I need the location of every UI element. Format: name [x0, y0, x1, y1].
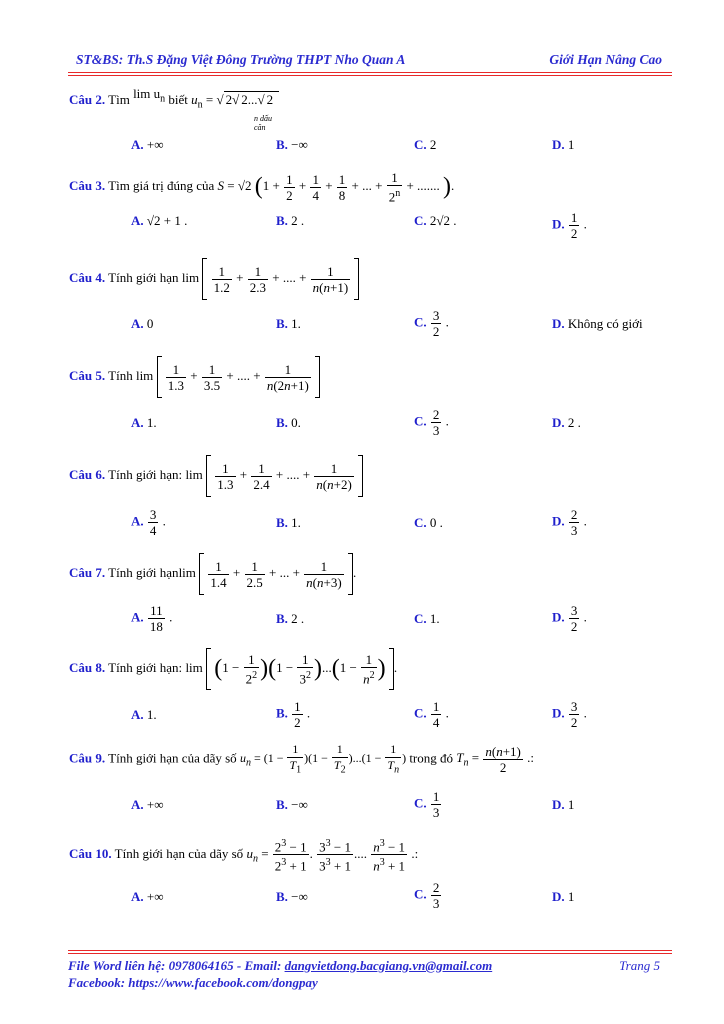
answer-d[interactable]: D. 1 [552, 797, 575, 812]
answer-a[interactable]: A. $\frac{11}{18}$ . [131, 603, 173, 634]
question-10: Câu 10. Tính giới hạn của dãy số $u_n$ = $\frac{2^3 - 1}{2^3 + 1}$ . $\frac{3^3 - 1}{3^3 + 1}$ .... $\frac{n^3 - 1}{n^3 + 1}$ .: [69, 838, 419, 874]
header-author: ST&BS: Th.S Đặng Việt Đông Trường THPT Nho Quan A [76, 52, 406, 67]
answer-d[interactable]: D. 1 [552, 137, 575, 152]
answer-b[interactable]: B. 0. [276, 415, 301, 430]
answer-c[interactable]: C. 2 [414, 137, 437, 152]
answer-c[interactable]: C. $\frac{2}{3}$ . [414, 407, 449, 438]
header-topic: Giới Hạn Nâng Cao [549, 52, 662, 67]
answer-a[interactable]: A. √2 + 1 . [131, 213, 188, 228]
footer-facebook-link[interactable]: Facebook: https://www.facebook.com/dongpay [68, 975, 318, 990]
question-label: Câu 2. [69, 92, 106, 107]
answer-b[interactable]: B. 1. [276, 316, 301, 331]
answer-a[interactable]: A. 0 [131, 316, 154, 331]
answer-d[interactable]: D. $\frac{3}{2}$ . [552, 699, 587, 730]
answer-a[interactable]: A. +∞ [131, 889, 164, 904]
answer-b[interactable]: B. −∞ [276, 137, 308, 152]
question-3: Câu 3. Tìm giá trị đúng của S = √2 (1 + $\frac{1}{2}$ + $\frac{1}{4}$ + $\frac{1}{8}$ + ... + $\frac{1}{2^n}$ + ....... ). [69, 170, 455, 205]
answer-d[interactable]: D. $\frac{2}{3}$ . [552, 507, 587, 538]
answer-c[interactable]: C. $\frac{3}{2}$ . [414, 308, 449, 339]
answer-a[interactable]: A. +∞ [131, 797, 164, 812]
header-rule-bottom [68, 75, 672, 76]
answer-d[interactable]: D. $\frac{3}{2}$ . [552, 603, 587, 634]
question-2: Câu 2. Tìm $\lim u_n$ biết $u_n$ = √ 2√ 2...√ 2 n dấu căn [69, 92, 279, 111]
answer-d[interactable]: D. Không có giới [552, 316, 643, 331]
question-7: Câu 7. Tính giới hạnlim $\frac{1}{1.4}$ + $\frac{1}{2.5}$ + ... + $\frac{1}{n(n+3)}$ . [69, 553, 356, 595]
answer-b[interactable]: B. −∞ [276, 797, 308, 812]
question-9: Câu 9. Tính giới hạn của dãy số $u_n = (1$ − $\frac{1}{T_1}$ )(1 − $\frac{1}{T_2}$ )...(1 − $\frac{1}{T_n}$ ) trong đó $T_n$ = $\frac{n(n+1)}{2}$ .: [69, 742, 534, 776]
answer-c[interactable]: C. 1. [414, 611, 440, 626]
footer-rule-bottom [68, 953, 672, 954]
question-4: Câu 4. Tính giới hạn lim $\frac{1}{1.2}$ + $\frac{1}{2.3}$ + .... + $\frac{1}{n(n+1)}$ [69, 258, 359, 300]
answer-d[interactable]: D. 1 [552, 889, 575, 904]
answer-b[interactable]: B. 2 . [276, 611, 305, 626]
answer-c[interactable]: C. 0 . [414, 515, 443, 530]
answer-a[interactable]: A. 1. [131, 707, 157, 722]
series-expression: S = √2 (1 + $\frac{1}{2}$ + $\frac{1}{4}$ + $\frac{1}{8}$ + ... + $\frac{1}{2^n}$ + ....... ). [217, 170, 455, 205]
answer-d[interactable]: D. $\frac{1}{2}$ . [552, 210, 587, 241]
question-5: Câu 5. Tính lim $\frac{1}{1.3}$ + $\frac{1}{3.5}$ + .... + $\frac{1}{n(2n+1)}$ [69, 356, 320, 398]
answer-c[interactable]: C. $\frac{1}{4}$ . [414, 699, 449, 730]
answer-a[interactable]: A. $\frac{3}{4}$ . [131, 507, 166, 538]
answer-b[interactable]: B. 1. [276, 515, 301, 530]
answer-a[interactable]: A. 1. [131, 415, 157, 430]
question-6: Câu 6. Tính giới hạn: lim $\frac{1}{1.3}$ + $\frac{1}{2.4}$ + .... + $\frac{1}{n(n+2)}$ [69, 455, 363, 497]
answer-a[interactable]: A. +∞ [131, 137, 164, 152]
page-number: Trang 5 [619, 958, 660, 973]
answer-d[interactable]: D. 2 . [552, 415, 581, 430]
answer-b[interactable]: B. −∞ [276, 889, 308, 904]
answer-c[interactable]: C. $\frac{2}{3}$ [414, 880, 440, 911]
header-rule-top [68, 72, 672, 73]
answer-b[interactable]: B. $\frac{1}{2}$ . [276, 699, 311, 730]
footer-rule-top [68, 950, 672, 951]
answer-b[interactable]: B. 2 . [276, 213, 305, 228]
footer-contact: File Word liên hệ: 0978064165 - Email: dangvietdong.bacgiang.vn@gmail.com Trang 5 [68, 958, 660, 973]
answer-c[interactable]: C. 2√2 . [414, 213, 457, 228]
footer-email-link[interactable]: dangvietdong.bacgiang.vn@gmail.com [284, 958, 493, 973]
answer-c[interactable]: C. $\frac{1}{3}$ [414, 789, 440, 820]
question-8: Câu 8. Tính giới hạn: lim (1 − $\frac{1}{2^2}$ )(1 − $\frac{1}{3^2}$ )...(1 − $\frac{1}{n^2}$ ) . [69, 648, 397, 690]
sequence-definition: $u_n$ = √ 2√ 2...√ 2 [191, 92, 279, 107]
page-header [72, 50, 670, 72]
